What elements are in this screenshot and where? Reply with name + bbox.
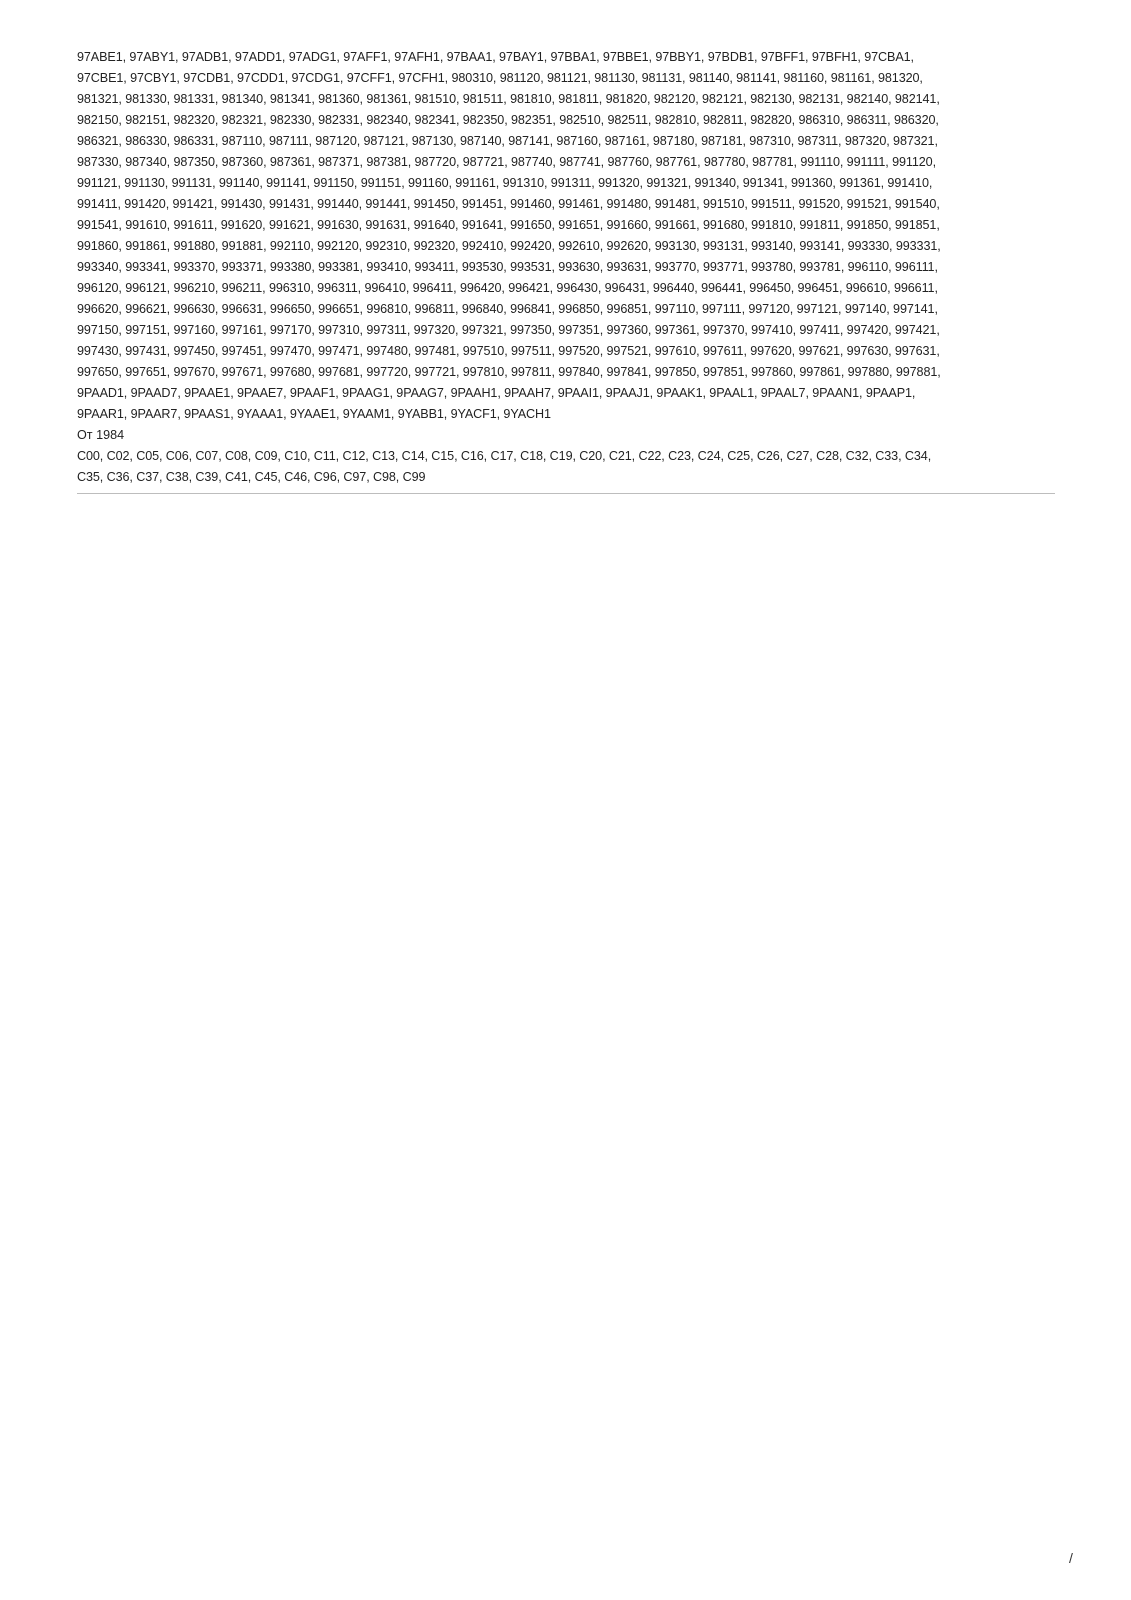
part-codes-list bbox=[77, 47, 1055, 425]
year-label: От 1984 bbox=[77, 428, 125, 442]
part-codes-line: 981321, 981330, 981331, 981340, 981341, 981360, 981361, 981510, 981511, 981810, 981811, 981820, 982120, 982121, 982130, 982131, 982140, 982141, bbox=[77, 92, 940, 106]
part-codes-line: 997430, 997431, 997450, 997451, 997470, 997471, 997480, 997481, 997510, 997511, 997520, 997521, 997610, 997611, 997620, 997621, 997630, 997631, bbox=[77, 344, 940, 358]
part-codes-line: 991860, 991861, 991880, 991881, 992110, 992120, 992310, 992320, 992410, 992420, 992610, 992620, 993130, 993131, 993140, 993141, 993330, 993331, bbox=[77, 239, 941, 253]
part-codes-line: 997650, 997651, 997670, 997671, 997680, 997681, 997720, 997721, 997810, 997811, 997840, 997841, 997850, 997851, 997860, 997861, 997880, 997881, bbox=[77, 365, 941, 379]
part-codes-line: 991541, 991610, 991611, 991620, 991621, 991630, 991631, 991640, 991641, 991650, 991651, 991660, 991661, 991680, 991810, 991811, 991850, 991851, bbox=[77, 218, 940, 232]
part-codes-line: 991121, 991130, 991131, 991140, 991141, 991150, 991151, 991160, 991161, 991310, 991311, 991320, 991321, 991340, 991341, 991360, 991361, 991410, bbox=[77, 176, 933, 190]
part-codes-line: 993340, 993341, 993370, 993371, 993380, 993381, 993410, 993411, 993530, 993531, 993630, 993631, 993770, 993771, 993780, 993781, 996110, 996111, bbox=[77, 260, 938, 274]
page-number: / bbox=[1069, 1550, 1073, 1566]
part-codes-line: 996120, 996121, 996210, 996211, 996310, 996311, 996410, 996411, 996420, 996421, 996430, 996431, 996440, 996441, 996450, 996451, 996610, 996611, bbox=[77, 281, 938, 295]
part-codes-line: 982150, 982151, 982320, 982321, 982330, 982331, 982340, 982341, 982350, 982351, 982510, 982511, 982810, 982811, 982820, 986310, 986311, 986320, bbox=[77, 113, 939, 127]
part-codes-line: 9PAAR1, 9PAAR7, 9PAAS1, 9YAAA1, 9YAAE1, 9YAAM1, 9YABB1, 9YACF1, 9YACH1 bbox=[77, 407, 551, 421]
part-codes-line: 996620, 996621, 996630, 996631, 996650, 996651, 996810, 996811, 996840, 996841, 996850, 996851, 997110, 997111, 997120, 997121, 997140, 997141, bbox=[77, 302, 938, 316]
part-codes-line: 987330, 987340, 987350, 987360, 987361, 987371, 987381, 987720, 987721, 987740, 987741, 987760, 987761, 987780, 987781, 991110, 991111, 991120, bbox=[77, 155, 936, 169]
part-codes-line: 986321, 986330, 986331, 987110, 987111, 987120, 987121, 987130, 987140, 987141, 987160, 987161, 987180, 987181, 987310, 987311, 987320, 987321, bbox=[77, 134, 938, 148]
part-codes-line: 997150, 997151, 997160, 997161, 997170, 997310, 997311, 997320, 997321, 997350, 997351, 997360, 997361, 997370, 997410, 997411, 997420, 997421, bbox=[77, 323, 940, 337]
part-codes-line: 97CBE1, 97CBY1, 97CDB1, 97CDD1, 97CDG1, 97CFF1, 97CFH1, 980310, 981120, 981121, 981130, 981131, 981140, 981141, 981160, 981161, 981320, bbox=[77, 71, 923, 85]
model-codes-list bbox=[77, 446, 1055, 488]
part-codes-line: 97ABE1, 97ABY1, 97ADB1, 97ADD1, 97ADG1, 97AFF1, 97AFH1, 97BAA1, 97BAY1, 97BBA1, 97BBE1, 97BBY1, 97BDB1, 97BFF1, 97BFH1, 97CBA1, bbox=[77, 50, 914, 64]
model-codes-line: C00, C02, C05, C06, C07, C08, C09, C10, C11, C12, C13, C14, C15, C16, C17, C18, C19, C20, C21, C22, C23, C24, C25, C26, C27, C28, C32, C33, C34, bbox=[77, 449, 932, 463]
part-codes-line: 991411, 991420, 991421, 991430, 991431, 991440, 991441, 991450, 991451, 991460, 991461, 991480, 991481, 991510, 991511, 991520, 991521, 991540, bbox=[77, 197, 940, 211]
part-codes-line: 9PAAD1, 9PAAD7, 9PAAE1, 9PAAE7, 9PAAF1, 9PAAG1, 9PAAG7, 9PAAH1, 9PAAH7, 9PAAI1, 9PAAJ1, 9PAAK1, 9PAAL1, 9PAAL7, 9PAAN1, 9PAAP1, bbox=[77, 386, 916, 400]
document-body bbox=[77, 47, 1055, 488]
divider-line bbox=[77, 493, 1055, 494]
model-codes-line: C35, C36, C37, C38, C39, C41, C45, C46, C96, C97, C98, C99 bbox=[77, 470, 426, 484]
